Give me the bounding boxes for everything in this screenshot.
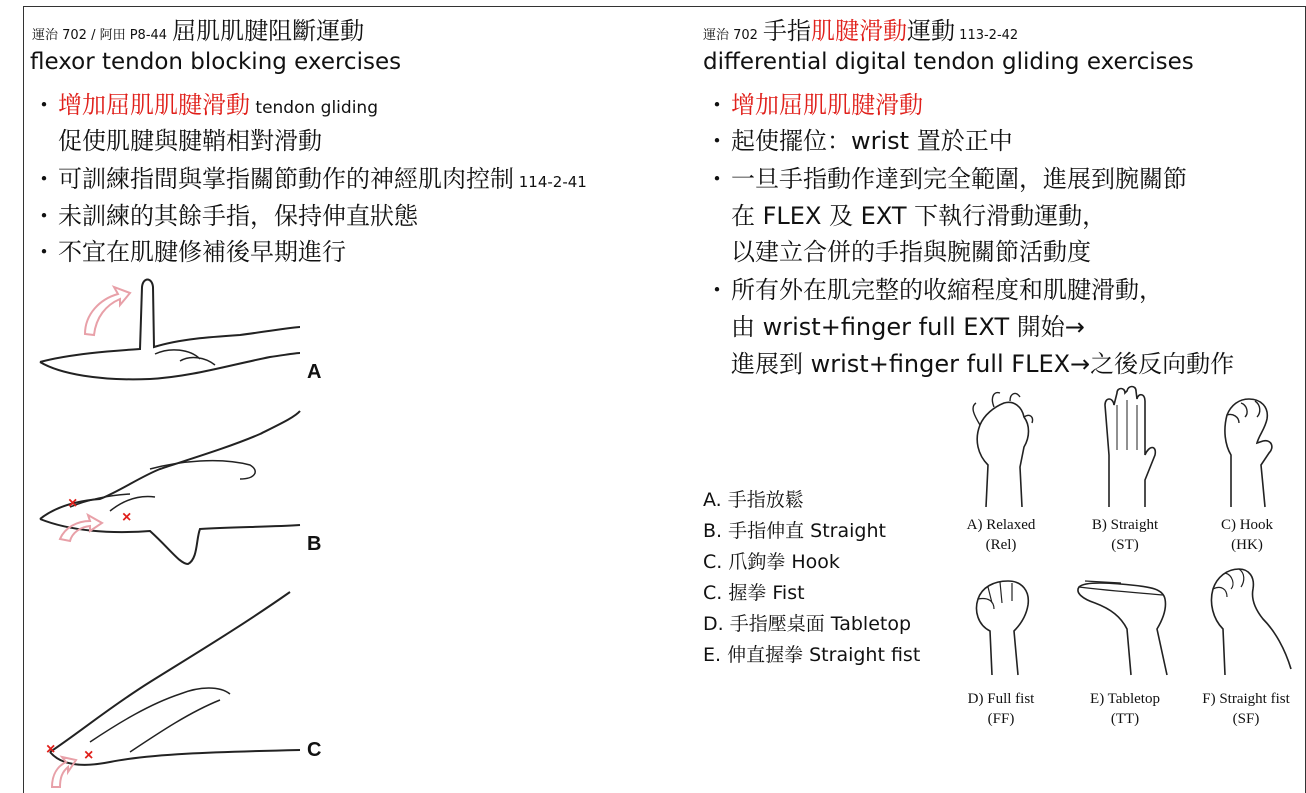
hand-tabletop-icon xyxy=(1071,569,1189,679)
caption-straight-l1: B) Straight xyxy=(1091,517,1159,533)
caption-relaxed-l1: A) Relaxed xyxy=(966,517,1036,533)
hand-straight-icon xyxy=(1087,385,1167,510)
figure-label-b: B xyxy=(307,533,322,555)
left-bullet-3-text: 未訓練的其餘手指，保持伸直狀態 xyxy=(58,202,418,230)
legend-item: C. 握拳 Fist xyxy=(703,582,805,604)
left-bullet-2-ref: 114-2-41 xyxy=(514,173,587,191)
left-header-title: 屈肌肌腱阻斷運動 xyxy=(172,17,365,45)
hand-finger-blocking-b-icon xyxy=(30,399,330,574)
bullet-dot: ・ xyxy=(705,276,729,304)
bullet-dot: ・ xyxy=(32,165,56,193)
right-bullet-4-l2: 由 wrist+finger full EXT 開始→ xyxy=(731,313,1085,341)
x-mark-c1: × xyxy=(46,741,56,758)
left-bullet-3 xyxy=(30,196,418,231)
caption-tabletop-l1: E) Tabletop xyxy=(1090,691,1160,707)
caption-hook xyxy=(1191,515,1303,555)
caption-full-fist xyxy=(945,689,1057,729)
right-header-title-b: 運動 xyxy=(907,17,956,45)
legend-item: D. 手指壓桌面 Tabletop xyxy=(703,613,912,635)
right-header-title-a: 手指 xyxy=(763,17,812,45)
right-bullet-3 xyxy=(703,159,1187,194)
left-bullet-1-cont: 促使肌腱與腱鞘相對滑動 xyxy=(58,127,322,155)
left-header-prefix: 運治 702 / 阿田 P8-44 xyxy=(32,28,168,43)
left-bullet-2-text: 可訓練指間與掌指關節動作的神經肌肉控制 xyxy=(58,165,514,193)
caption-full-fist-l2: (FF) xyxy=(987,711,1015,727)
right-bullet-4 xyxy=(703,270,1163,305)
hand-finger-blocking-c-icon xyxy=(30,582,330,792)
caption-hook-l2: (HK) xyxy=(1231,537,1263,553)
right-header-title-red: 肌腱滑動 xyxy=(811,17,908,45)
right-bullet-3-l2: 在 FLEX 及 EXT 下執行滑動運動， xyxy=(731,202,1107,230)
left-bullet-1-red: 增加屈肌肌腱滑動 xyxy=(58,91,250,119)
legend-item: A. 手指放鬆 xyxy=(703,489,804,511)
right-bullet-2 xyxy=(703,121,1013,156)
bullet-dot: ・ xyxy=(705,127,729,155)
left-slide-panel xyxy=(23,6,691,793)
x-mark-b2: × xyxy=(122,509,132,526)
hand-straight-fist-icon xyxy=(1195,559,1295,679)
left-header xyxy=(32,11,364,46)
caption-relaxed xyxy=(945,515,1057,555)
caption-tabletop-l2: (TT) xyxy=(1110,711,1140,727)
right-bullet-3-l1: 一旦手指動作達到完全範圍，進展到腕關節 xyxy=(731,165,1187,193)
right-slide-panel xyxy=(689,6,1306,793)
left-subtitle: flexor tendon blocking exercises xyxy=(30,49,402,75)
right-subtitle: differential digital tendon gliding exercises xyxy=(703,49,1194,75)
legend-item: B. 手指伸直 Straight xyxy=(703,520,886,542)
hand-full-fist-icon xyxy=(964,569,1044,679)
right-bullet-1-red: 增加屈肌肌腱滑動 xyxy=(731,91,923,119)
figure-label-c: C xyxy=(307,739,322,761)
right-header-ref: 113-2-42 xyxy=(955,28,1019,43)
left-bullet-4 xyxy=(30,232,346,267)
hand-hook-icon xyxy=(1209,385,1289,510)
bullet-dot: ・ xyxy=(705,165,729,193)
hand-finger-blocking-a-icon xyxy=(30,269,330,389)
caption-straight xyxy=(1069,515,1181,555)
caption-full-fist-l1: D) Full fist xyxy=(967,691,1035,707)
caption-straight-fist-l2: (SF) xyxy=(1232,711,1260,727)
left-bullet-2 xyxy=(30,159,587,194)
x-mark-c2: × xyxy=(84,747,94,764)
legend-item: C. 爪鉤拳 Hook xyxy=(703,551,840,573)
caption-straight-l2: (ST) xyxy=(1111,537,1139,553)
caption-tabletop xyxy=(1069,689,1181,729)
figure-label-a: A xyxy=(307,361,322,383)
legend-item: E. 伸直握拳 Straight fist xyxy=(703,644,921,666)
right-bullet-2-text: 起使擺位：wrist 置於正中 xyxy=(731,127,1013,155)
caption-hook-l1: C) Hook xyxy=(1220,517,1274,533)
left-bullet-4-text: 不宜在肌腱修補後早期進行 xyxy=(58,238,346,266)
bullet-dot: ・ xyxy=(32,202,56,230)
left-bullet-1-tail: tendon gliding xyxy=(250,98,378,118)
x-mark-b1: × xyxy=(68,495,78,512)
caption-straight-fist-l1: F) Straight fist xyxy=(1202,691,1290,707)
hand-relaxed-icon xyxy=(964,385,1044,510)
left-bullet-1 xyxy=(30,85,378,120)
bullet-dot: ・ xyxy=(705,91,729,119)
caption-straight-fist xyxy=(1185,689,1306,729)
right-header xyxy=(703,11,1018,46)
right-bullet-4-l1: 所有外在肌完整的收縮程度和肌腱滑動， xyxy=(731,276,1163,304)
caption-relaxed-l2: (Rel) xyxy=(985,537,1017,553)
right-bullet-1 xyxy=(703,85,923,120)
right-bullet-3-l3: 以建立合併的手指與腕關節活動度 xyxy=(731,238,1091,266)
bullet-dot: ・ xyxy=(32,238,56,266)
bullet-dot: ・ xyxy=(32,91,56,119)
right-bullet-4-l3: 進展到 wrist+finger full FLEX→之後反向動作 xyxy=(731,350,1235,378)
right-header-prefix: 運治 702 xyxy=(703,28,758,43)
